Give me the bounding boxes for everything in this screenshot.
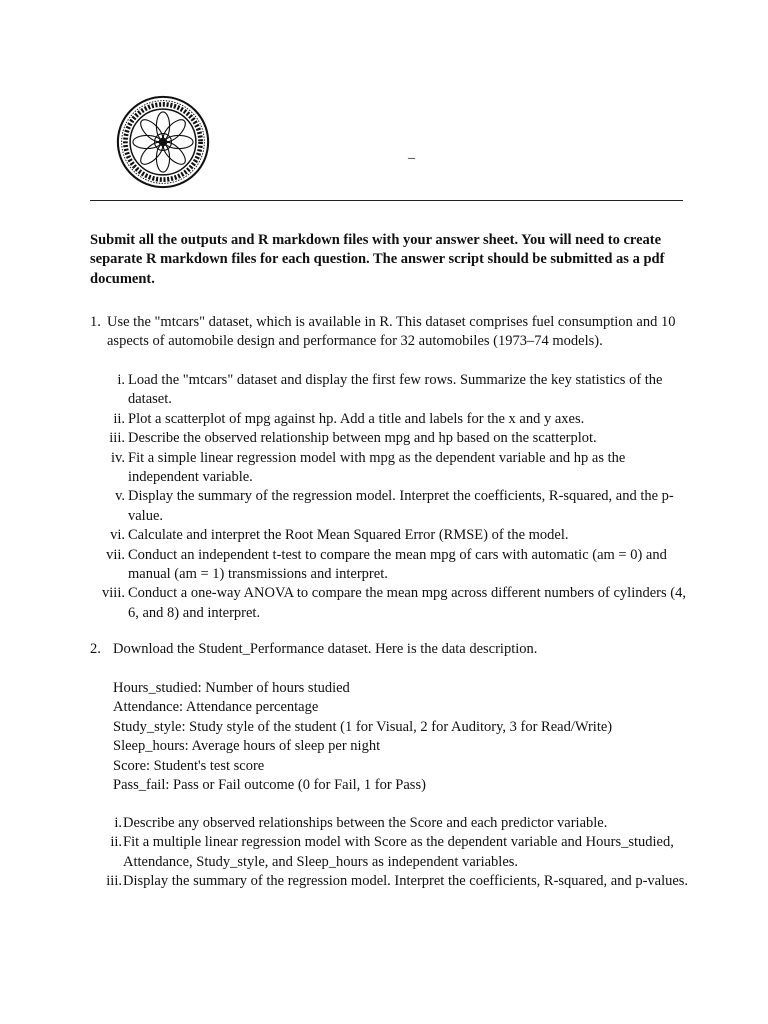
- description-line: Hours_studied: Number of hours studied: [113, 680, 350, 696]
- university-seal-logo: [116, 95, 210, 189]
- list-item-marker: vi.: [110, 527, 125, 544]
- header-dash: _: [408, 146, 415, 161]
- list-item: [90, 872, 690, 891]
- list-item: [90, 487, 690, 526]
- header-rule: [90, 200, 683, 201]
- list-item: [90, 814, 690, 833]
- list-item: [90, 833, 690, 872]
- list-item-marker: vii.: [106, 546, 125, 563]
- list-item-text: Calculate and interpret the Root Mean Squared Error (RMSE) of the model.: [128, 527, 569, 544]
- list-item-text: Fit a multiple linear regression model with Score as the dependent variable and Hours_studied, Attendance, Study_style, and Sleep_hours as independent variables.: [123, 834, 674, 870]
- question-number: 2.: [90, 641, 101, 657]
- list-item: [90, 526, 690, 545]
- question-2: [90, 640, 690, 659]
- list-item: [90, 429, 690, 448]
- instructions: Submit all the outputs and R markdown files with your answer sheet. You will need to create separate R markdown files for each question. The answer script should be submitted as a pdf document.: [90, 232, 665, 287]
- list-item-text: Describe the observed relationship between mpg and hp based on the scatterplot.: [128, 430, 597, 447]
- description-line: Score: Student's test score: [113, 757, 265, 774]
- description-line: Sleep_hours: Average hours of sleep per night: [113, 738, 381, 755]
- list-item: [90, 449, 690, 488]
- list-item-marker: i.: [114, 815, 122, 831]
- question-number: 1.: [90, 314, 101, 330]
- question-text: Download the Student_Performance dataset. Here is the data description.: [113, 641, 538, 657]
- list-item-marker: iii.: [109, 430, 125, 447]
- list-item-text: Plot a scatterplot of mpg against hp. Add a title and labels for the x and y axes.: [128, 410, 585, 427]
- list-item-text: Load the "mtcars" dataset and display the first few rows. Summarize the key statistics of the dataset.: [128, 372, 663, 408]
- list-item-text: Conduct a one-way ANOVA to compare the mean mpg across different numbers of cylinders (4, 6, and 8) and interpret.: [128, 585, 686, 621]
- question-1-subitems: [90, 371, 690, 623]
- list-item: [90, 410, 690, 429]
- list-item-text: Fit a simple linear regression model with mpg as the dependent variable and hp as the independent variable.: [128, 449, 626, 486]
- list-item-marker: v.: [115, 488, 125, 505]
- list-item-marker: viii.: [102, 585, 125, 602]
- list-item-marker: i.: [117, 372, 125, 388]
- list-item-marker: ii.: [110, 834, 122, 851]
- list-item: [90, 371, 690, 410]
- question-1: [90, 313, 690, 352]
- list-item-text: Display the summary of the regression model. Interpret the coefficients, R-squared, and the p-value.: [128, 488, 674, 524]
- list-item-marker: iv.: [111, 449, 125, 466]
- list-item-text: Conduct an independent t-test to compare the mean mpg of cars with automatic (am = 0) and manual (am = 1) transmissions and interpret.: [128, 546, 667, 583]
- data-description: [90, 679, 690, 795]
- description-line: Study_style: Study style of the student (1 for Visual, 2 for Auditory, 3 for Read/Write): [113, 718, 613, 735]
- list-item-marker: iii.: [106, 873, 122, 890]
- list-item-text: Display the summary of the regression model. Interpret the coefficients, R-squared, and p-values.: [123, 873, 689, 890]
- list-item-marker: ii.: [113, 410, 125, 427]
- description-line: Attendance: Attendance percentage: [113, 699, 319, 716]
- question-text: Use the "mtcars" dataset, which is available in R. This dataset comprises fuel consumption and 10 aspects of automobile design and performance for 32 automobiles (1973–74 models).: [107, 314, 676, 350]
- question-2-subitems: [90, 814, 690, 892]
- list-item-text: Describe any observed relationships between the Score and each predictor variable.: [123, 815, 608, 831]
- list-item: [90, 584, 690, 623]
- description-line: Pass_fail: Pass or Fail outcome (0 for Fail, 1 for Pass): [113, 777, 426, 794]
- list-item: [90, 546, 690, 585]
